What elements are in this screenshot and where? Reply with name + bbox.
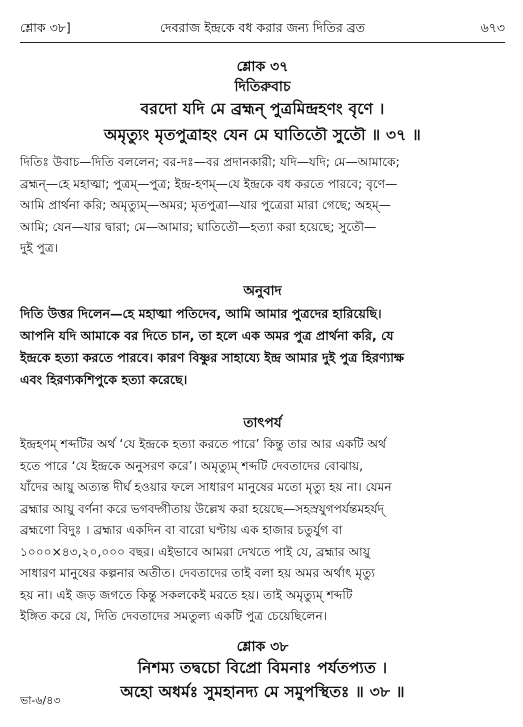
translation-line: ইন্দ্রকে হত্যা করতে পারবে। কারণ বিষ্ণুর সাহায্যে ইন্দ্র আমার দুই পুত্র হিরণ্যাক্ষ [20, 350, 405, 365]
synonyms-line: দুই পুত্র। [20, 241, 59, 255]
verse-37-line-2: অমৃত্যুং মৃতপুত্রাহং যেন মে ঘাতিতৌ সুতৌ ॥ ৩৭ ॥ [103, 126, 422, 144]
translation-line: দিতি উত্তর দিলেন—হে মহাত্মা পতিদেব, আমি আমার পুত্রদের হারিয়েছি। [20, 306, 382, 321]
translation-line: আপনি যদি আমাকে বর দিতে চান, তা হলে এক অমর পুত্র প্রার্থনা করি, যে [20, 328, 394, 343]
purport-line: সাধারণ মানুষের কল্পনার অতীত। দেবতাদের তাই বলা হয় অমর অর্থাৎ মৃত্যু [20, 566, 375, 580]
verse-38-line-2: অহো অধর্মঃ সুমহানদ্য মে সমুপস্থিতঃ ॥ ৩৮ ॥ [120, 683, 405, 701]
synonyms-line: আমি; যেন—যার দ্বারা; মে—আমার; ঘাতিতৌ—হত্যা করা হয়েছে; সুতৌ— [20, 219, 377, 234]
page-signature: ভা-৬/৪৩ [20, 694, 61, 707]
synonyms-line: দিতিঃ উবাচ—দিতি বললেন; বর-দঃ—বর প্রদানকারী; যদি—যদি; মে—আমাকে; [20, 155, 400, 169]
purport-line: হয় না। এই জড় জগতে কিন্তু সকলকেই মরতে হয়। তাই অমৃত্যুম্ শব্দটি [20, 587, 353, 602]
verse-38-line-1: নিশম্য তদ্বচো বিপ্রো বিমনাঃ পর্যতপ্যত । [137, 659, 388, 677]
verse-37-heading: শ্লোক ৩৭ [236, 59, 289, 75]
verse-37-line-1: বরদো যদি মে ব্রহ্মন্ পুত্রমিন্দ্রহণং বৃণে । [140, 100, 385, 118]
purport-block [20, 434, 505, 628]
synonyms-line: আমি প্রার্থনা করি; অমৃত্যুম্—অমর; মৃতপুত্রা—যার পুত্রেরা মারা গেছে; অহম্— [20, 198, 391, 212]
purport-line: যাঁদের আয়ু অত্যন্ত দীর্ঘ হওয়ার ফলে সাধারণ মানুষের মতো মৃত্যু হয় না। যেমন [20, 480, 392, 494]
header-rule [20, 42, 505, 43]
purport-line: ইন্দ্রহণম্ শব্দটির অর্থ ‘যে ইন্দ্রকে হত্যা করতে পারে’ কিন্তু তার আর একটি অর্থ [20, 437, 386, 451]
translation-heading: অনুবাদ [243, 283, 282, 299]
purport-heading: তাৎপর্য [243, 415, 282, 431]
verse-37-speaker: দিতিরুবাচ [234, 79, 291, 95]
purport-line: ইঙ্গিত করে যে, দিতি দেবতাদের সমতুল্য একটি পুত্র চেয়েছিলেন। [20, 609, 328, 623]
translation-block [20, 303, 505, 391]
purport-line: ১০০০×৪৩,২০,০০০ বছর। এইভাবে আমরা দেখতে পাই যে, ব্রহ্মার আয়ু [20, 544, 371, 559]
verse-38-heading: শ্লোক ৩৮ [236, 639, 289, 655]
purport-line: ব্রহ্মার আয়ু বর্ণনা করে ভগবদ্গীতায় উল্লেখ করা হয়েছে—সহস্রযুগপর্যন্তমহর্যদ্ [20, 501, 385, 516]
translation-line: এবং হিরণ্যকশিপুকে হত্যা করেছে। [20, 372, 188, 387]
running-header [20, 16, 505, 42]
header-page-number: ৬৭৩ [480, 20, 505, 35]
header-verse-ref: শ্লোক ৩৮] [20, 20, 71, 35]
synonyms-line: ব্রহ্মন্—হে মহাত্মা; পুত্রম্—পুত্র; ইন্দ্র-হণম্—যে ইন্দ্রকে বধ করতে পারবে; বৃণে— [20, 176, 398, 191]
purport-line: হতে পারে ‘যে ইন্দ্রকে অনুসরণ করে’। অমৃত্যুম্ শব্দটি দেবতাদের বোঝায়, [20, 458, 364, 473]
synonyms-block [20, 152, 505, 260]
purport-line: ব্রহ্মণো বিদুঃ । ব্রহ্মার একদিন বা বারো ঘণ্টায় এক হাজার চতুর্যুগ বা [20, 523, 343, 537]
header-chapter-title: দেবরাজ ইন্দ্রকে বধ করার জন্য দিতির ব্রত [159, 20, 366, 35]
